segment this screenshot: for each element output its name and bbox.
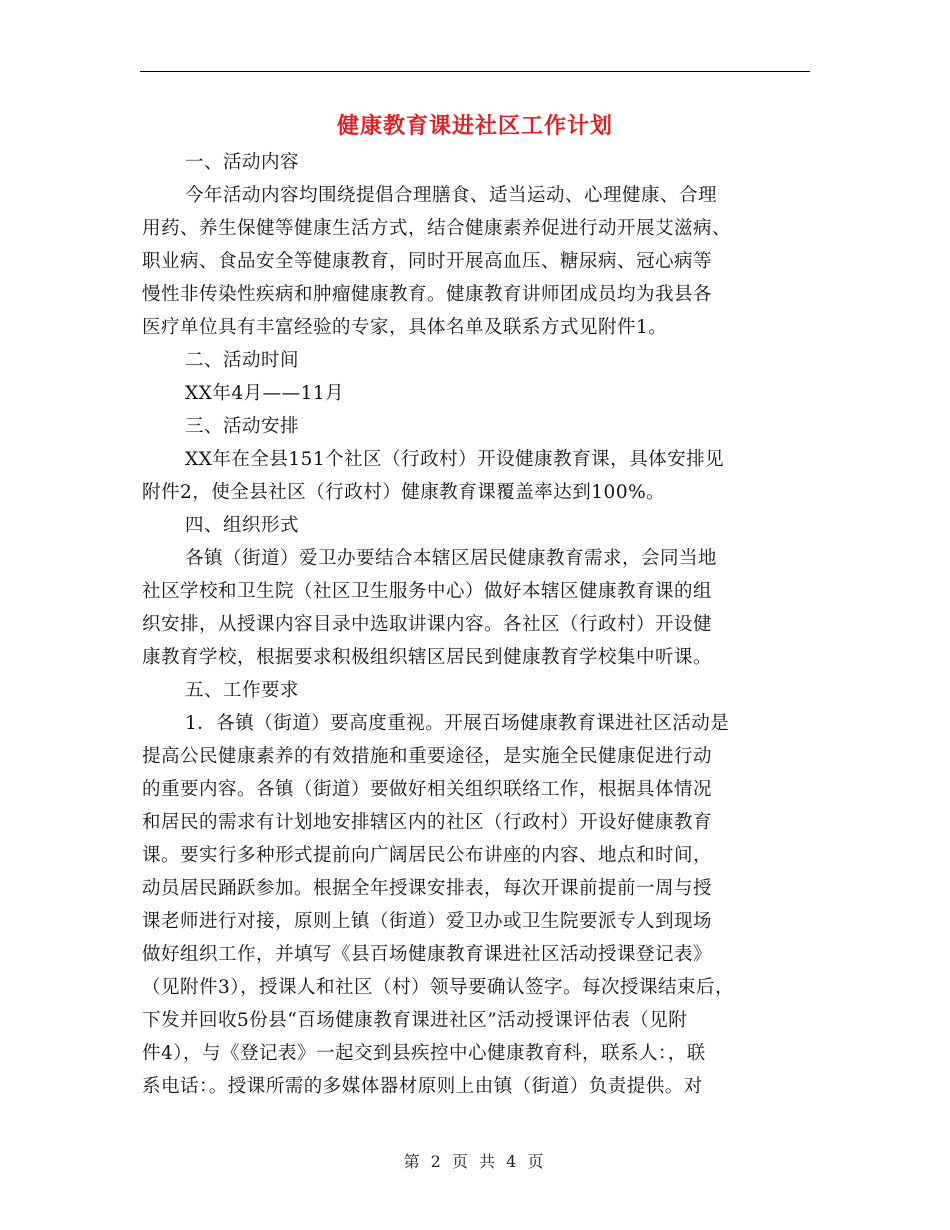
paragraph-line: 康教育学校，根据要求积极组织辖区居民到健康教育学校集中听课。 (142, 647, 713, 668)
heading-activity-content: 一、活动内容 (185, 152, 300, 173)
header-rule (140, 71, 810, 72)
paragraph-line: 职业病、食品安全等健康教育，同时开展高血压、糖尿病、冠心病等 (142, 251, 713, 272)
paragraph-line: 1．各镇（街道）要高度重视。开展百场健康教育课进社区活动是 (185, 713, 730, 734)
paragraph-line: 做好组织工作，并填写《县百场健康教育课进社区活动授课登记表》 (142, 944, 713, 965)
paragraph-line: （见附件3），授课人和社区（村）领导要确认签字。每次授课结束后， (142, 977, 735, 998)
paragraph-line: 织安排，从授课内容目录中选取讲课内容。各社区（行政村）开设健 (142, 614, 713, 635)
paragraph-line: 系电话：。授课所需的多媒体器材原则上由镇（街道）负责提供。对 (142, 1076, 703, 1097)
paragraph-line: XX年在全县151个社区（行政村）开设健康教育课，具体安排见 (185, 449, 725, 470)
paragraph-line: XX年4月——11月 (185, 383, 345, 404)
page-number: 第 2 页 共 4 页 (403, 1152, 547, 1171)
heading-activity-time: 二、活动时间 (185, 350, 300, 371)
heading-activity-arrangement: 三、活动安排 (185, 416, 300, 437)
paragraph-line: 附件2，使全县社区（行政村）健康教育课覆盖率达到100%。 (142, 482, 666, 503)
heading-work-requirements: 五、工作要求 (185, 680, 300, 701)
heading-organization-form: 四、组织形式 (185, 515, 300, 536)
paragraph-line: 今年活动内容均围绕提倡合理膳食、适当运动、心理健康、合理 (185, 185, 718, 206)
paragraph-line: 用药、养生保健等健康生活方式，结合健康素养促进行动开展艾滋病、 (142, 218, 732, 239)
paragraph-line: 动员居民踊跃参加。根据全年授课安排表，每次开课前提前一周与授 (142, 878, 713, 899)
paragraph-line: 的重要内容。各镇（街道）要做好相关组织联络工作，根据具体情况 (142, 779, 713, 800)
paragraph-line: 件4），与《登记表》一起交到县疾控中心健康教育科，联系人：，联 (142, 1043, 706, 1064)
paragraph-line: 医疗单位具有丰富经验的专家，具体名单及联系方式见附件1。 (142, 317, 668, 338)
paragraph-line: 课老师进行对接，原则上镇（街道）爱卫办或卫生院要派专人到现场 (142, 911, 713, 932)
document-body (142, 146, 814, 1103)
paragraph-line: 和居民的需求有计划地安排辖区内的社区（行政村）开设好健康教育 (142, 812, 713, 833)
paragraph-line: 提高公民健康素养的有效措施和重要途径，是实施全民健康促进行动 (142, 746, 713, 767)
paragraph-line: 慢性非传染性疾病和肿瘤健康教育。健康教育讲师团成员均为我县各 (142, 284, 713, 305)
paragraph-line: 下发并回收5份县“百场健康教育课进社区”活动授课评估表（见附 (142, 1010, 688, 1031)
paragraph-line: 社区学校和卫生院（社区卫生服务中心）做好本辖区健康教育课的组 (142, 581, 713, 602)
paragraph-line: 各镇（街道）爱卫办要结合本辖区居民健康教育需求，会同当地 (185, 548, 718, 569)
document-title: 健康教育课进社区工作计划 (336, 113, 613, 139)
paragraph-line: 课。要实行多种形式提前向广阔居民公布讲座的内容、地点和时间， (142, 845, 713, 866)
